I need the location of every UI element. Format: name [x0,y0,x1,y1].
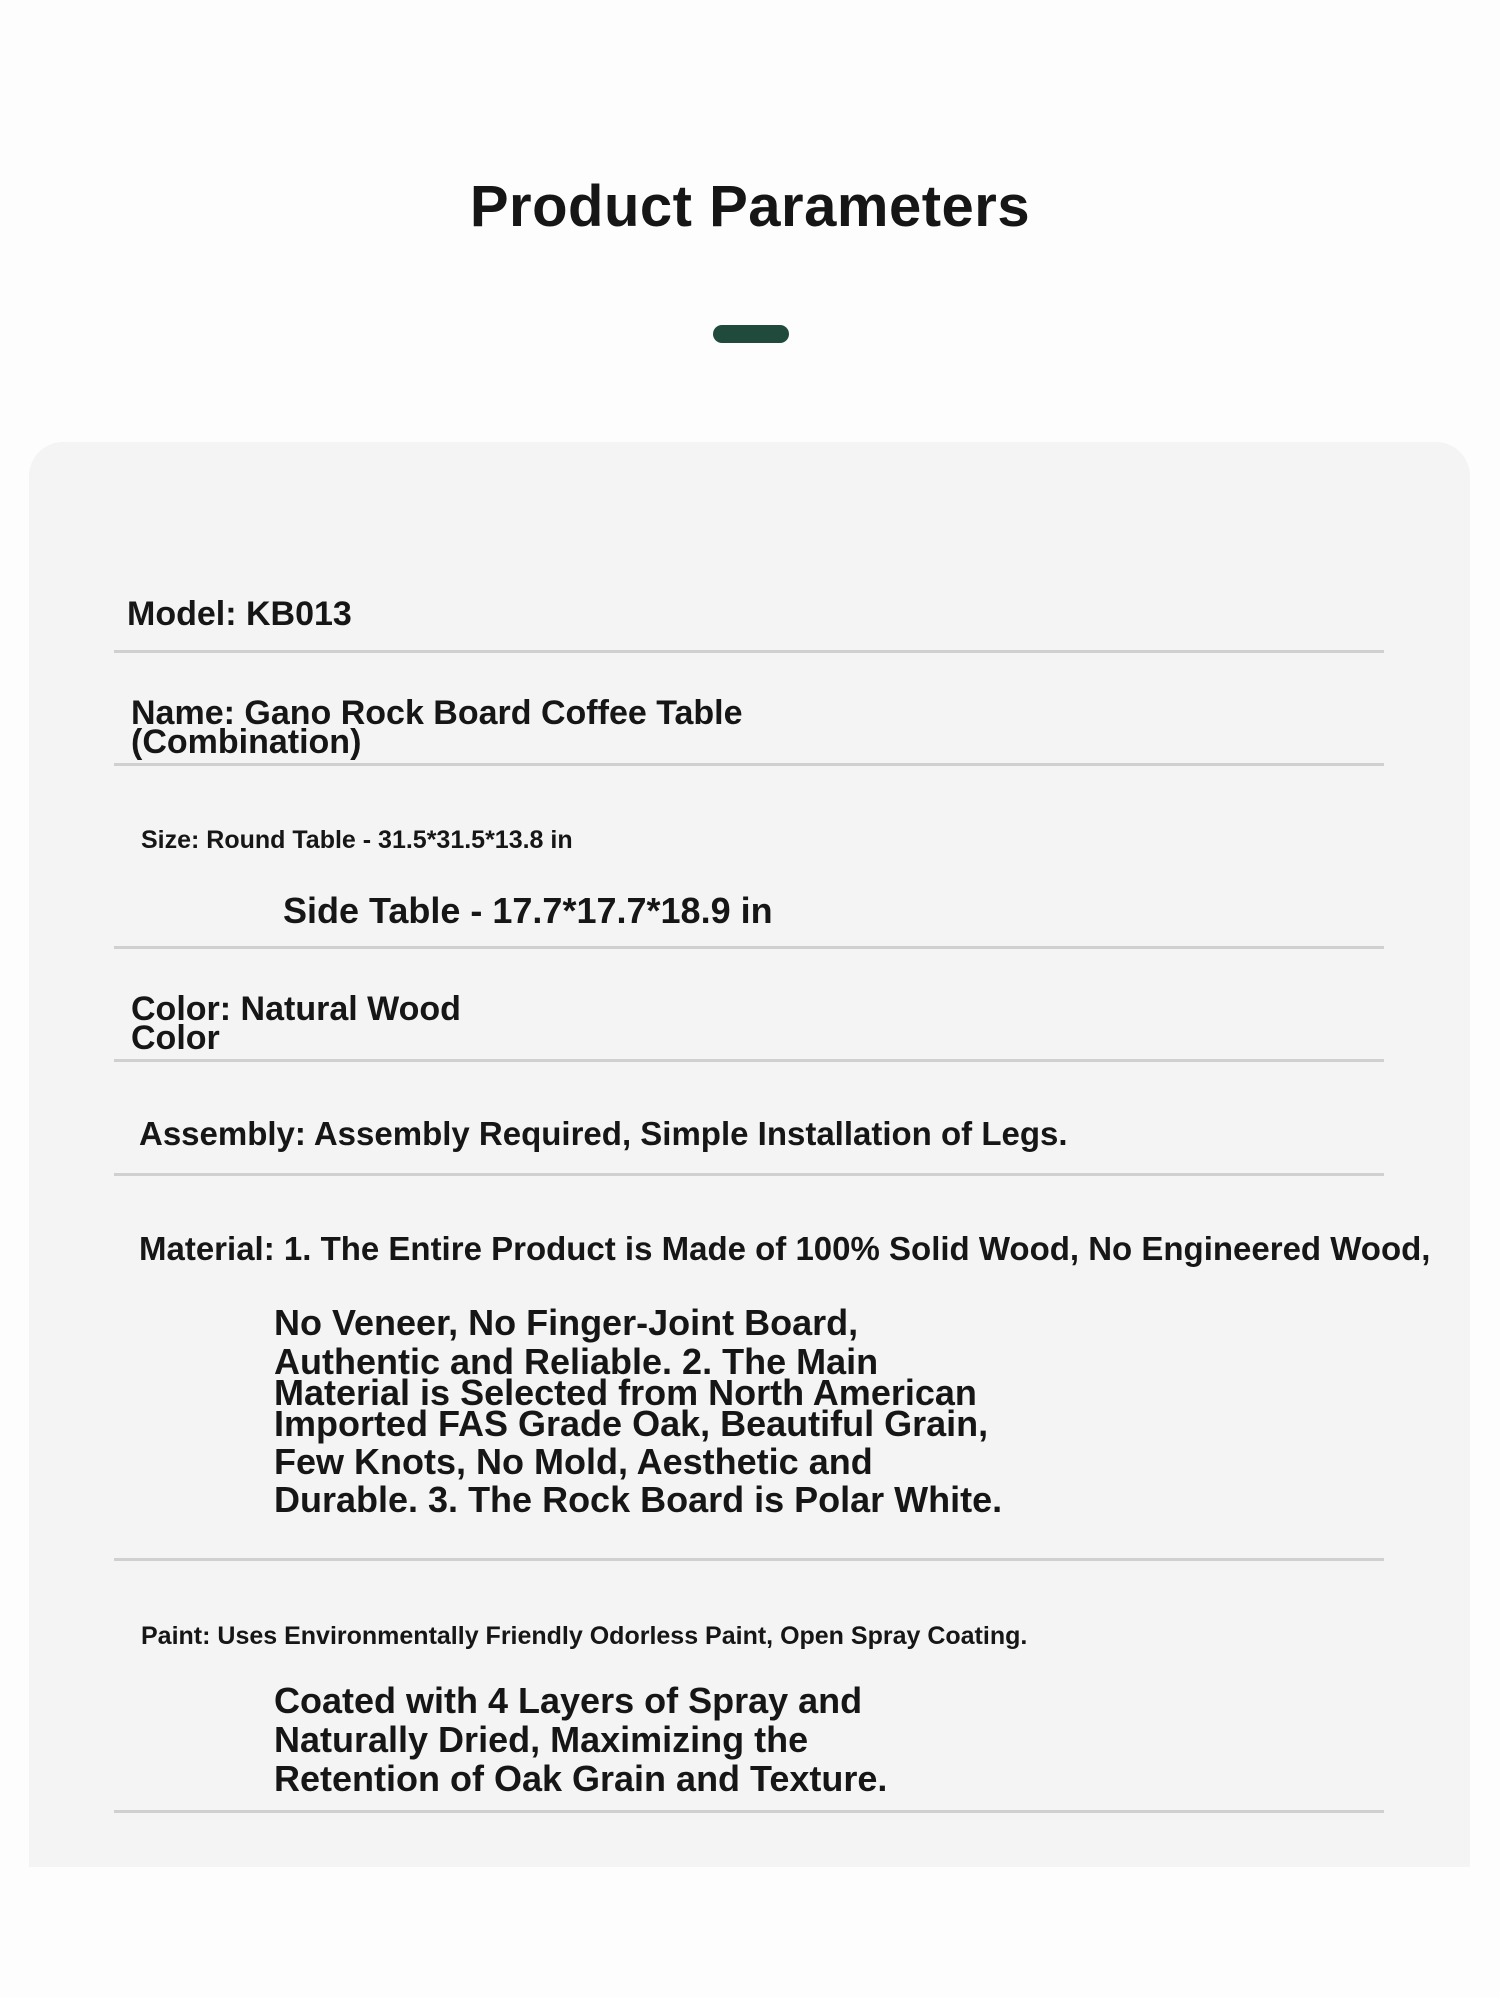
assembly-text: Assembly: Assembly Required, Simple Installation of Legs. [139,1115,1068,1152]
paint-text-line: Retention of Oak Grain and Texture. [274,1758,888,1799]
divider [114,1558,1384,1561]
parameters-panel [29,442,1470,1867]
size-text-line1: Size: Round Table - 31.5*31.5*13.8 in [141,826,573,854]
paint-text-line: Coated with 4 Layers of Spray and [274,1680,863,1721]
page-title: Product Parameters [469,174,1031,239]
color-text-line1: Color: Natural Wood [131,990,461,1028]
material-text-line: Durable. 3. The Rock Board is Polar White. [274,1479,1003,1520]
material-text-line: Imported FAS Grade Oak, Beautiful Grain, [274,1403,989,1444]
material-text-line: Authentic and Reliable. 2. The Main [274,1341,879,1382]
divider [114,763,1384,766]
divider [114,946,1384,949]
name-text-line2: (Combination) [131,723,362,761]
material-text-line: No Veneer, No Finger-Joint Board, [274,1302,859,1343]
divider [114,1810,1384,1813]
paint-text-line1: Paint: Uses Environmentally Friendly Odorless Paint, Open Spray Coating. [141,1622,1028,1650]
divider [114,650,1384,653]
size-text-line2: Side Table - 17.7*17.7*18.9 in [283,890,773,931]
name-text-line1: Name: Gano Rock Board Coffee Table [131,694,743,732]
color-text-line2: Color [131,1019,220,1057]
divider [114,1173,1384,1176]
material-text-line: Few Knots, No Mold, Aesthetic and [274,1441,873,1482]
title-accent-bar [713,325,789,343]
paint-text-line: Naturally Dried, Maximizing the [274,1719,809,1760]
material-text-line1: Material: 1. The Entire Product is Made of 100% Solid Wood, No Engineered Wood, [139,1230,1431,1267]
material-text-line: Material is Selected from North American [274,1372,977,1413]
model-text: Model: KB013 [127,595,352,633]
divider [114,1059,1384,1062]
